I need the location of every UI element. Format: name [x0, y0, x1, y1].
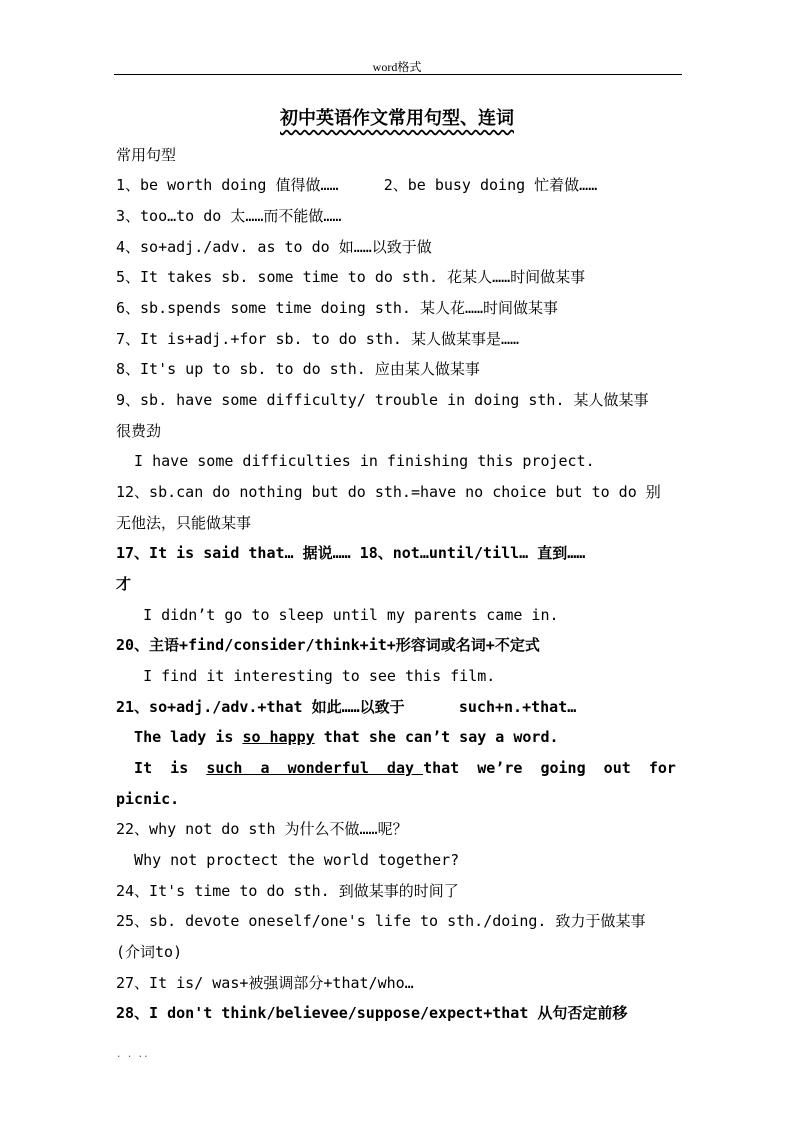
sentence-27: 27、It is/ was+被强调部分+that/who… — [116, 974, 414, 992]
sentence-21-example-2-cont: picnic. — [116, 790, 180, 808]
sentence-9-cont: 很费劲 — [116, 422, 162, 440]
sentence-12: 12、sb.can do nothing but do sth.=have no choice but to do 别 — [116, 483, 661, 501]
section-heading: 常用句型 — [116, 146, 177, 164]
example-2-end: that we’re going out for — [423, 759, 676, 777]
sentence-8: 8、It's up to sb. to do sth. 应由某人做某事 — [116, 360, 480, 378]
sentence-17-18-cont: 才 — [116, 575, 132, 593]
header-rule — [114, 74, 682, 75]
sentence-12-cont: 无他法，只能做某事 — [116, 514, 252, 532]
sentence-25: 25、sb. devote oneself/one's life to sth./doing. 致力于做某事 — [116, 912, 646, 930]
sentence-6: 6、sb.spends some time doing sth. 某人花……时间做某事 — [116, 299, 559, 317]
sentence-21-example-2 — [116, 758, 688, 778]
sentence-20-example: I find it interesting to see this film. — [116, 667, 496, 685]
sentence-18-example: I didn’t go to sleep until my parents came in. — [116, 606, 559, 624]
sentence-1-2: 1、be worth doing 值得做…… 2、be busy doing 忙着做…… — [116, 176, 598, 194]
sentence-24: 24、It's time to do sth. 到做某事的时间了 — [116, 882, 459, 900]
page-footer: . . .. — [116, 1050, 149, 1060]
example-2-underlined: such a wonderful day — [206, 759, 424, 777]
example-1-underlined: so happy — [242, 728, 315, 746]
example-2-start: It is — [116, 759, 207, 777]
sentence-17-18: 17、It is said that… 据说…… 18、not…until/till… 直到…… — [116, 544, 586, 562]
page-header: word格式 — [372, 60, 422, 74]
sentence-5: 5、It takes sb. some time to do sth. 花某人……时间做某事 — [116, 268, 586, 286]
sentence-21-example-1 — [116, 727, 688, 747]
sentence-28: 28、I don't think/believee/suppose/expect+that 从句否定前移 — [116, 1004, 628, 1022]
example-1-start: The lady is — [116, 728, 243, 746]
sentence-20: 20、主语+find/consider/think+it+形容词或名词+不定式 — [116, 636, 540, 654]
sentence-22-example: Why not proctect the world together? — [116, 851, 460, 869]
sentence-21: 21、so+adj./adv.+that 如此……以致于 such+n.+that… — [116, 698, 577, 716]
sentence-9-example: I have some difficulties in finishing this project. — [116, 452, 595, 470]
sentence-7: 7、It is+adj.+for sb. to do sth. 某人做某事是…… — [116, 330, 520, 348]
example-1-end: that she can’t say a word. — [314, 728, 559, 746]
sentence-22: 22、why not do sth 为什么不做……呢？ — [116, 820, 408, 838]
sentence-25-cont: (介词to) — [116, 943, 183, 961]
sentence-9: 9、sb. have some difficulty/ trouble in doing sth. 某人做某事 — [116, 391, 649, 409]
document-title: 初中英语作文常用句型、连词 — [280, 108, 514, 129]
sentence-3: 3、too…to do 太……而不能做…… — [116, 207, 342, 225]
sentence-4: 4、so+adj./adv. as to do 如……以致于做 — [116, 238, 432, 256]
